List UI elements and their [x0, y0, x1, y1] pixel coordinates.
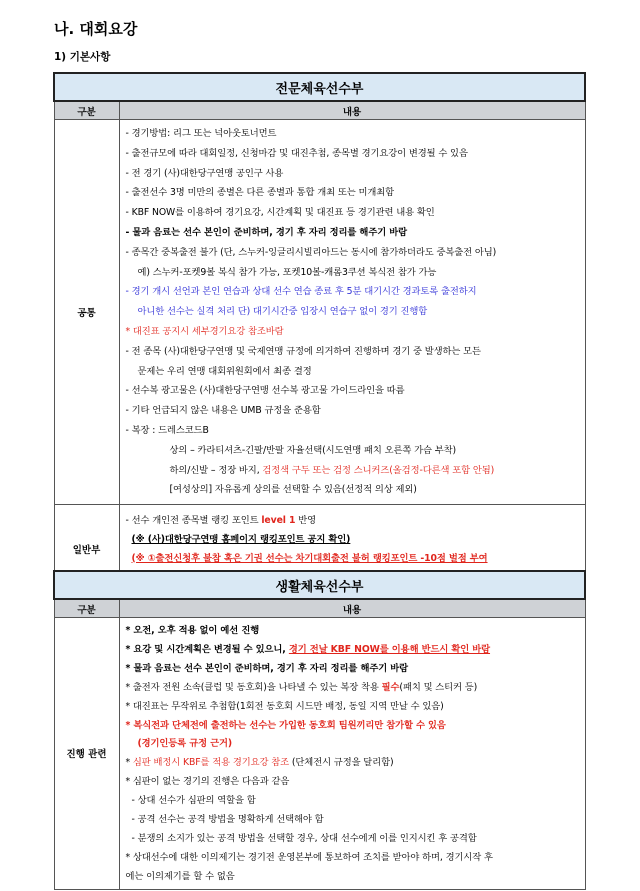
- life-division-title: 생활체육선수부: [54, 571, 585, 599]
- rule-line: (경기인등록 규정 근거): [137, 738, 232, 750]
- rule-line: * 오전, 오후 적용 없이 예선 진행: [125, 625, 260, 636]
- rule-line: (※ ①출전신청후 불참 혹은 기권 선수는 차기대회출전 불허 랭킹포인트 -10점 벌점 부여: [131, 552, 488, 564]
- rule-line: 예) 스누커-포켓9볼 복식 참가 가능, 포켓10볼-캐롬3쿠션 복식전 참가 가능: [137, 266, 437, 278]
- rule-line: - 복장 : 드레스코드B: [125, 424, 209, 436]
- rule-text-highlight: 필수: [381, 681, 400, 693]
- row-label-common: 공통: [54, 120, 119, 505]
- rule-line: - 물과 음료는 선수 본인이 준비하며, 경기 후 자리 정리를 해주기 바람: [125, 226, 407, 238]
- rule-line: - 공격 선수는 공격 방법을 명확하게 선택해야 함: [131, 814, 324, 826]
- rule-text-highlight: 심판 배정시 KBF를 적용 경기요강 참조: [132, 757, 290, 769]
- column-header-content: 내용: [119, 101, 585, 120]
- rule-line: * 심판이 없는 경기의 진행은 다음과 같음: [125, 776, 290, 788]
- rule-line: [126, 679, 579, 698]
- row-label-progress: 진행 관련: [54, 618, 119, 890]
- rule-text: (단체전시 규정을 달리함): [289, 757, 394, 769]
- progress-rules-cell: [119, 618, 585, 890]
- ranking-level: level 1: [261, 514, 296, 526]
- rule-text: 반영: [295, 514, 317, 526]
- rule-line: - KBF NOW를 이용하여 경기요강, 시간계획 및 대진표 등 경기관련 내용 확인: [125, 207, 435, 219]
- rule-line: - 경기 개시 선언과 본인 연습과 상대 선수 연습 종료 후 5분 대기시간 경과토록 출전하지: [125, 286, 477, 298]
- rule-text: 하의/신발 – 정장 바지,: [169, 464, 263, 476]
- rule-line: * 물과 음료는 선수 본인이 준비하며, 경기 후 자리 정리를 해주기 바람: [125, 662, 408, 674]
- rule-line: (※ (사)대한당구연맹 홈페이지 랭킹포인트 공지 확인): [131, 533, 351, 545]
- rule-line: - 전 종목 (사)대한당구연맹 및 국제연맹 규정에 의거하여 진행하며 경기 중 발생하는 모든: [125, 345, 481, 357]
- rule-text: (패치 및 스티커 등): [399, 681, 478, 693]
- section-subheading: 1) 기본사항: [54, 51, 111, 63]
- rule-line: * 상대선수에 대한 이의제기는 경기전 운영본부에 통보하여 조치를 받아야 하며, 경기시작 후: [125, 851, 493, 863]
- rule-line: [126, 461, 579, 481]
- rule-line: 상의 – 카라티셔츠-긴팔/반팔 자율선택(시도연맹 패치 오른쪽 가슴 부착): [169, 444, 457, 456]
- pro-division-title: 전문체육선수부: [54, 73, 585, 101]
- rule-text-highlight: 검정색 구두 또는 검정 스니커즈(올검정-다른색 포함 안됨): [262, 464, 495, 476]
- rule-line: - 종목간 중복출전 불가 (단, 스누커-잉글리시빌리아드는 동시에 참가하더라도 중복출전 아님): [125, 246, 497, 258]
- rule-line: 에는 이의제기를 할 수 없음: [125, 870, 235, 882]
- rule-line: - 경기방법: 리그 또는 넉아웃토너먼트: [125, 128, 277, 139]
- common-rules-cell: [119, 120, 585, 505]
- rule-line: [126, 512, 579, 531]
- rule-line: [여성상의] 자유롭게 상의를 선택할 수 있음(선정적 의상 제외): [169, 484, 417, 496]
- rule-line: - 출전선수 3명 미만의 종별은 다른 종별과 통합 개최 또는 미개최함: [125, 187, 395, 199]
- rule-text-highlight: 경기 전날 KBF NOW를 이용해 반드시 확인 바람: [288, 643, 491, 655]
- column-header-gubun: 구분: [54, 599, 119, 618]
- pro-division-table: [53, 72, 586, 593]
- rule-text: *: [125, 757, 133, 769]
- rule-line: - 기타 언급되지 않은 내용은 UMB 규정을 준용함: [125, 405, 321, 417]
- rule-line: [126, 754, 579, 773]
- rule-line: - 선수복 광고물은 (사)대한당구연맹 선수복 광고물 가이드라인을 따름: [125, 385, 405, 397]
- column-header-content: 내용: [119, 599, 585, 618]
- rule-line: - 상대 선수가 심판의 역할을 함: [131, 795, 256, 807]
- rule-text: - 선수 개인전 종목별 랭킹 포인트: [125, 514, 262, 526]
- rule-line: - 출전규모에 따라 대회일정, 신청마감 및 대진추첨, 종목별 경기요강이 변경될 수 있음: [125, 147, 468, 159]
- rule-line: 문제는 우리 연맹 대회위원회에서 최종 결정: [137, 365, 312, 377]
- column-header-gubun: 구분: [54, 101, 119, 120]
- page-heading: 나. 대회요강: [54, 20, 138, 38]
- rule-text: * 요강 및 시간계획은 변경될 수 있으니,: [125, 643, 289, 655]
- row-label-general: 일반부: [54, 505, 119, 593]
- rule-line: 아니한 선수는 실격 처리 단) 대기시간중 입장시 연습구 없이 경기 진행함: [137, 306, 428, 318]
- rule-line: * 복식전과 단체전에 출전하는 선수는 가입한 동호회 팀원끼리만 참가할 수 있음: [125, 719, 446, 731]
- rule-line: [126, 641, 579, 660]
- rule-line: * 대진표는 무작위로 추첨함(1회전 동호회 시드만 배정, 동일 지역 만날 수 있음): [125, 700, 444, 712]
- rule-line: - 전 경기 (사)대한당구연맹 공인구 사용: [125, 167, 284, 179]
- rule-text: * 출전자 전원 소속(클럽 및 동호회)을 나타낼 수 있는 복장 착용: [125, 681, 382, 693]
- rule-line: * 대진표 공지시 세부경기요강 참조바람: [125, 325, 284, 337]
- rule-line: - 분쟁의 소지가 있는 공격 방법을 선택할 경우, 상대 선수에게 이를 인지시킨 후 공격함: [131, 832, 477, 844]
- life-division-table: [53, 570, 586, 890]
